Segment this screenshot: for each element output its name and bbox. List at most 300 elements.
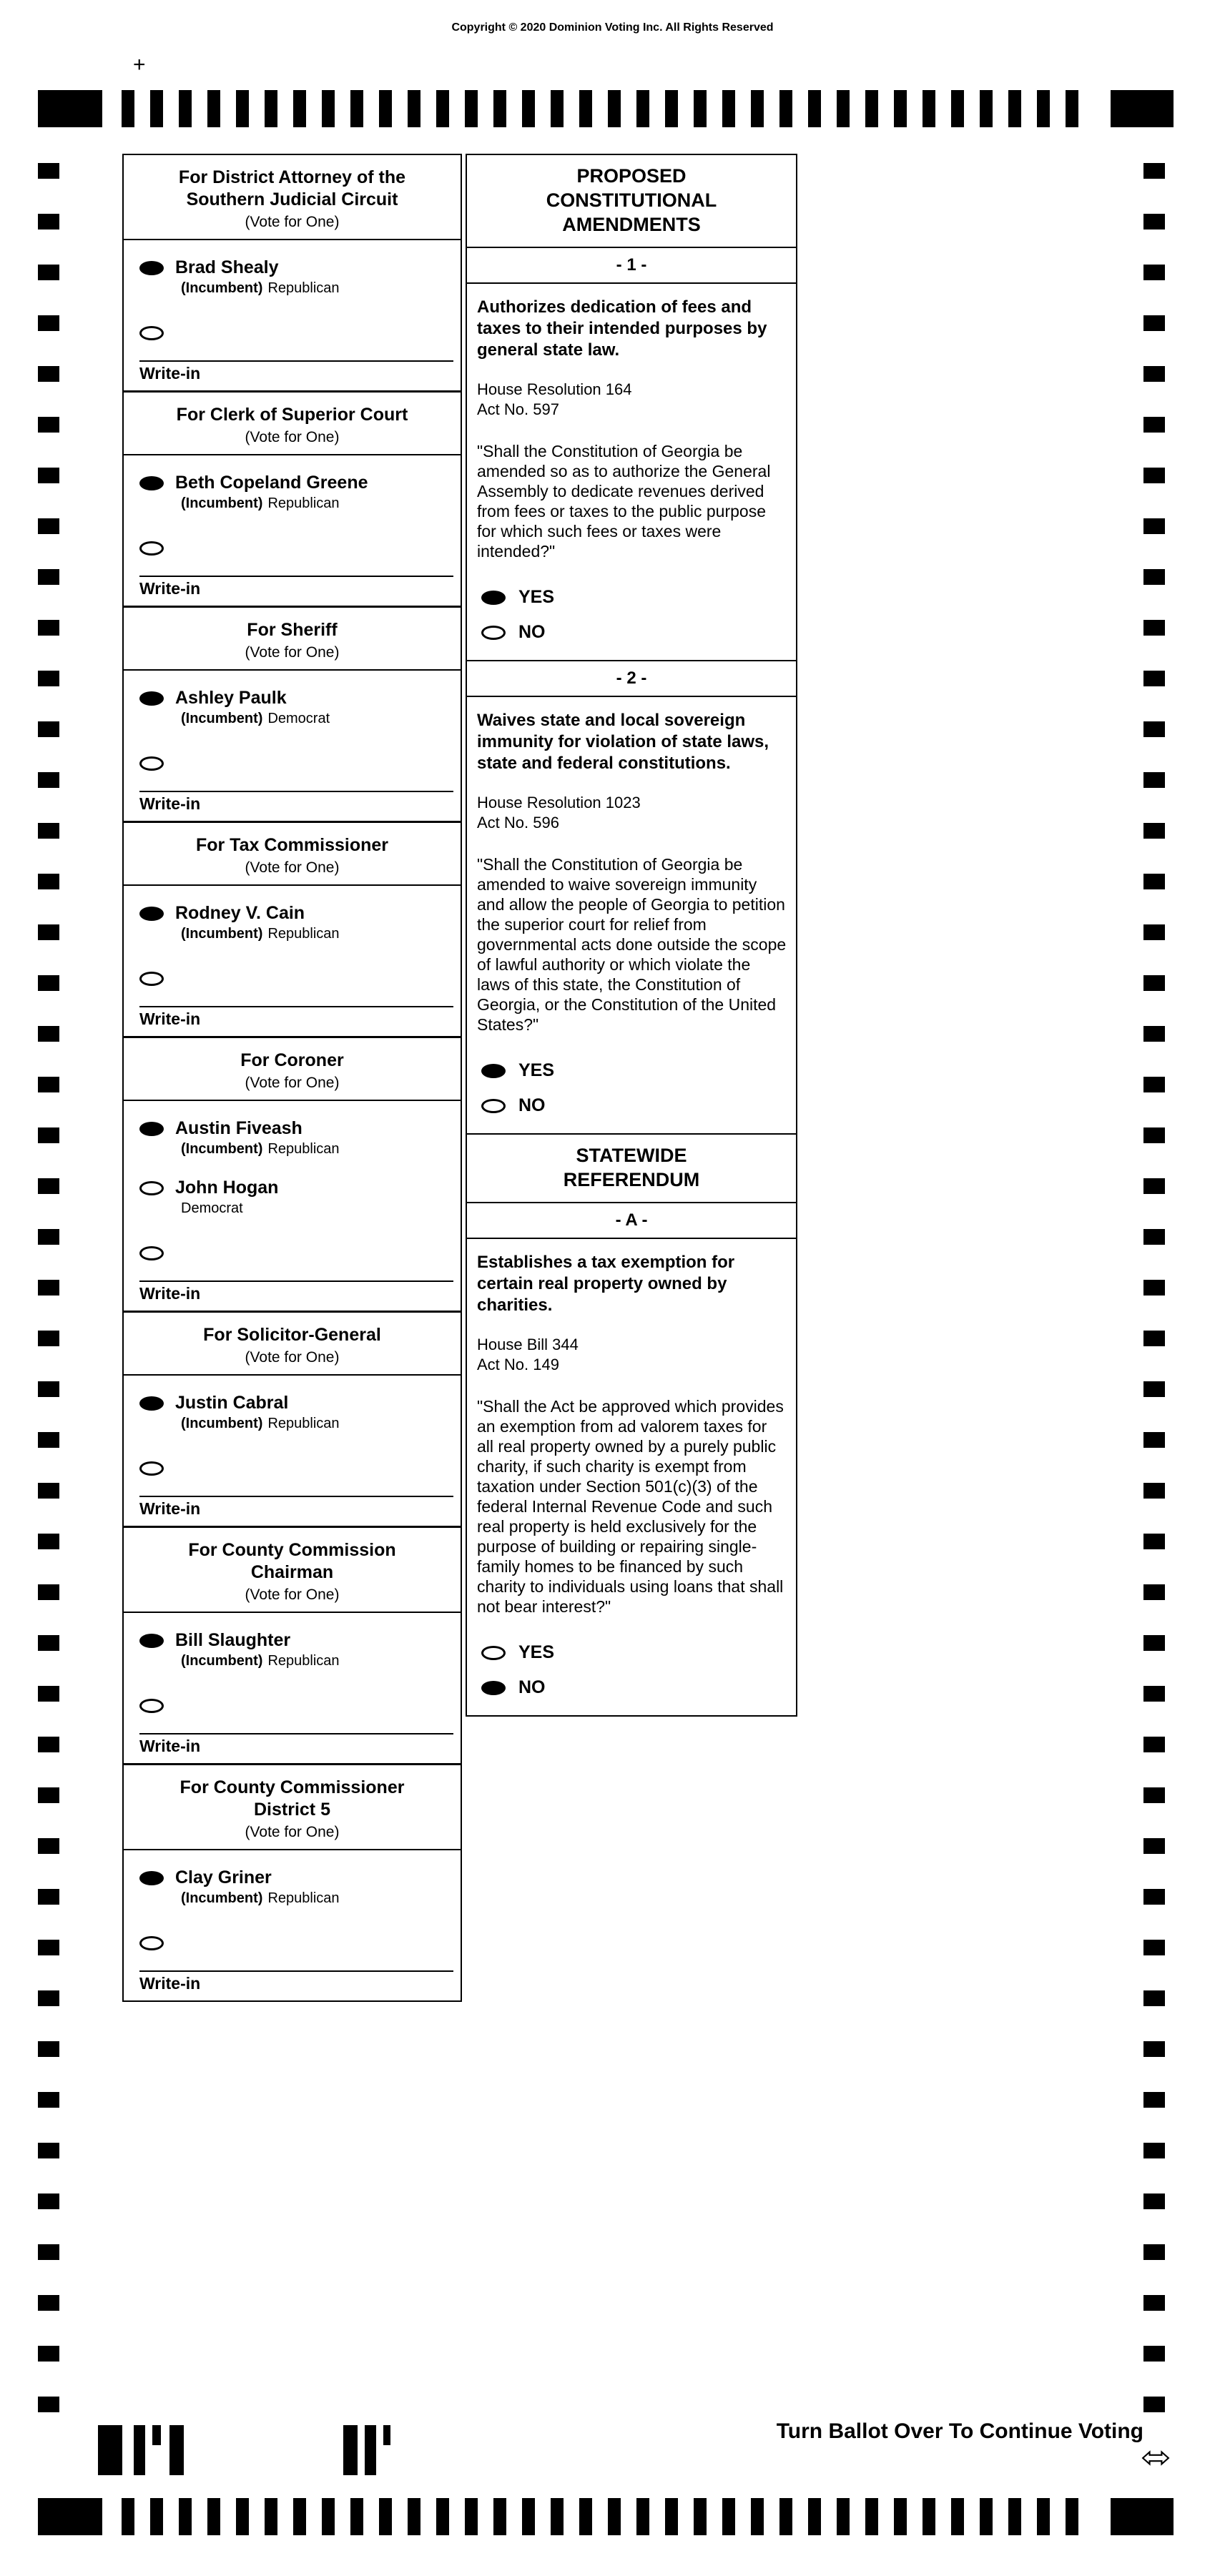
section-header-line: AMENDMENTS — [562, 214, 701, 235]
measure-reference-line: House Bill 344 — [477, 1336, 579, 1353]
timing-mark — [379, 2498, 392, 2535]
timing-mark — [236, 90, 249, 127]
option-label: YES — [518, 1642, 555, 1662]
timing-mark — [1143, 1737, 1165, 1752]
candidate-name: Ashley Paulk — [175, 688, 287, 708]
timing-mark — [636, 90, 649, 127]
write-in-section — [124, 1280, 461, 1303]
contest-title: District 5 — [254, 1800, 330, 1820]
timing-mark — [38, 1787, 59, 1803]
vote-for-instruction: (Vote for One) — [245, 1349, 340, 1366]
candidate-row — [124, 1850, 461, 1910]
vote-bubble-empty[interactable] — [139, 1246, 164, 1260]
contest-header — [124, 1313, 461, 1374]
timing-mark — [38, 265, 59, 280]
timing-mark — [38, 620, 59, 636]
vote-for-instruction: (Vote for One) — [245, 1824, 340, 1840]
party-label: Republican — [267, 495, 340, 511]
timing-mark — [1143, 1635, 1165, 1651]
timing-mark — [38, 2193, 59, 2209]
contest-header — [124, 1038, 461, 1100]
write-in-line — [139, 576, 453, 577]
copyright-text: Copyright © 2020 Dominion Voting Inc. All Rights Reserved — [451, 21, 774, 34]
contest — [124, 1526, 461, 1763]
candidate-party-line — [181, 1415, 340, 1432]
timing-mark — [122, 2498, 134, 2535]
candidate-info — [175, 688, 330, 727]
contest-header — [124, 1765, 461, 1849]
candidate-name: Beth Copeland Greene — [175, 473, 368, 493]
measure-reference-line: House Resolution 164 — [477, 380, 632, 398]
timing-mark — [236, 2498, 249, 2535]
timing-mark — [38, 823, 59, 839]
vote-bubble-filled[interactable] — [139, 1396, 164, 1411]
ballot-id-mark — [134, 2425, 145, 2475]
write-in-label: Write-in — [139, 1737, 201, 1755]
timing-mark — [923, 90, 935, 127]
contest-title: For District Attorney of the — [178, 167, 406, 187]
vote-bubble-empty[interactable] — [481, 1099, 506, 1113]
timing-mark — [38, 163, 59, 179]
vote-bubble-empty[interactable] — [481, 626, 506, 640]
timing-mark — [1143, 1838, 1165, 1854]
candidate-row — [124, 1613, 461, 1672]
timing-mark — [779, 90, 792, 127]
timing-mark — [38, 1280, 59, 1296]
measure-reference-line: House Resolution 1023 — [477, 794, 641, 811]
timing-mark — [350, 90, 363, 127]
timing-mark — [38, 772, 59, 788]
write-in-label: Write-in — [139, 1010, 201, 1028]
timing-mark — [1037, 90, 1050, 127]
candidate-party-line — [181, 710, 330, 727]
timing-mark — [1143, 1432, 1165, 1448]
timing-mark — [722, 2498, 735, 2535]
vote-bubble-empty[interactable] — [139, 756, 164, 771]
timing-mark — [493, 2498, 506, 2535]
write-in-section — [124, 791, 461, 814]
timing-mark — [408, 90, 420, 127]
timing-mark — [1143, 2244, 1165, 2260]
timing-mark — [38, 1483, 59, 1499]
vote-for-instruction: (Vote for One) — [245, 1586, 340, 1603]
timing-mark — [751, 2498, 764, 2535]
timing-mark — [1066, 2498, 1078, 2535]
candidate-info — [175, 1178, 278, 1217]
timing-mark — [1143, 721, 1165, 737]
candidate-row — [124, 455, 461, 515]
timing-mark — [865, 2498, 878, 2535]
write-in-section — [124, 1733, 461, 1756]
measure-option-row — [481, 1642, 787, 1663]
timing-mark — [1008, 2498, 1021, 2535]
write-in-row — [124, 300, 461, 343]
ballot-measure — [467, 661, 796, 1135]
timing-mark — [38, 417, 59, 433]
vote-bubble-empty[interactable] — [139, 1699, 164, 1713]
timing-mark — [38, 2295, 59, 2311]
contest-body — [124, 884, 461, 1036]
timing-mark — [608, 90, 621, 127]
measure-summary: Authorizes dedication of fees and taxes to their intended purposes by general state law. — [477, 297, 767, 360]
candidate-info — [175, 903, 340, 942]
timing-mark — [350, 2498, 363, 2535]
timing-mark — [38, 2244, 59, 2260]
timing-mark — [1143, 1686, 1165, 1702]
measure-references — [477, 380, 787, 420]
contest-title: For Tax Commissioner — [195, 835, 389, 855]
candidate-name: Clay Griner — [175, 1867, 272, 1887]
ballot-measure — [467, 248, 796, 661]
vote-bubble-filled[interactable] — [481, 591, 506, 605]
measure-references — [477, 793, 787, 833]
timing-mark — [1143, 2397, 1165, 2412]
timing-mark — [265, 2498, 277, 2535]
ballot-id-mark — [343, 2425, 358, 2475]
timing-mark — [265, 90, 277, 127]
timing-mark — [1143, 2092, 1165, 2108]
vote-bubble-filled[interactable] — [139, 1634, 164, 1648]
timing-mark — [38, 2346, 59, 2362]
write-in-section — [124, 1496, 461, 1519]
timing-mark — [38, 366, 59, 382]
timing-mark — [1143, 468, 1165, 483]
candidate-name: Bill Slaughter — [175, 1630, 291, 1650]
timing-mark — [894, 2498, 907, 2535]
candidate-info — [175, 1393, 340, 1432]
timing-mark — [38, 518, 59, 534]
timing-mark — [1066, 90, 1078, 127]
double-arrow-icon — [1141, 2448, 1170, 2468]
write-in-line — [139, 791, 453, 792]
write-in-line — [139, 1496, 453, 1497]
contest-body — [124, 1612, 461, 1763]
timing-mark — [1143, 163, 1165, 179]
measure-summary: Establishes a tax exemption for certain real property owned by charities. — [477, 1253, 735, 1315]
measure-summary: Waives state and local sovereign immunity for violation of state laws, state and federal constitutions. — [477, 711, 769, 773]
candidate-info — [175, 1630, 340, 1669]
measure-number: - 2 - — [467, 661, 796, 697]
timing-mark — [38, 874, 59, 889]
vote-bubble-filled[interactable] — [139, 476, 164, 490]
section-header-line: STATEWIDE — [576, 1145, 687, 1166]
timing-mark — [1143, 2193, 1165, 2209]
timing-mark — [1143, 214, 1165, 230]
section-header — [467, 1135, 796, 1203]
measure-question: "Shall the Act be approved which provides an exemption from ad valorem taxes for all real property owned by a purely public charity, if such charity is exempt from taxation under Section 501(c)(3) of the federal Internal Revenue Code and such real property is held exclusively for the purpose of building or repairing single-family homes to be financed by such charity to individuals using loans that shall not bear interest?" — [477, 1397, 784, 1616]
timing-mark — [1143, 518, 1165, 534]
timing-mark — [751, 90, 764, 127]
write-in-line — [139, 360, 453, 362]
candidate-row — [124, 1376, 461, 1435]
timing-mark — [1143, 265, 1165, 280]
vote-bubble-filled[interactable] — [139, 907, 164, 921]
incumbent-label: (Incumbent) — [181, 280, 263, 296]
write-in-section — [124, 576, 461, 598]
timing-mark — [408, 2498, 420, 2535]
timing-mark — [1143, 366, 1165, 382]
ballot-id-mark — [169, 2425, 184, 2475]
timing-mark — [865, 90, 878, 127]
measure-question: "Shall the Constitution of Georgia be amended so as to authorize the General Assembly to dedicate revenues derived from fees or taxes to the public purpose for which such fees or taxes were intended?" — [477, 442, 771, 561]
write-in-line — [139, 1733, 453, 1734]
contest-title: Chairman — [250, 1562, 334, 1582]
measure-reference-line: Act No. 597 — [477, 400, 559, 418]
timing-mark — [694, 90, 707, 127]
timing-mark — [608, 2498, 621, 2535]
ballot-id-mark — [98, 2425, 122, 2475]
write-in-row — [124, 515, 461, 558]
vote-for-instruction: (Vote for One) — [245, 644, 340, 661]
contest-header — [124, 823, 461, 884]
vote-bubble-empty[interactable] — [139, 326, 164, 340]
timing-mark — [522, 2498, 535, 2535]
party-label: Republican — [267, 1653, 340, 1669]
timing-mark — [1143, 1940, 1165, 1955]
write-in-label: Write-in — [139, 794, 201, 813]
timing-mark — [522, 90, 535, 127]
option-label: NO — [518, 1677, 546, 1697]
write-in-section — [124, 1006, 461, 1029]
timing-mark — [1143, 1026, 1165, 1042]
contest-header — [124, 608, 461, 669]
timing-mark — [1143, 671, 1165, 686]
vote-bubble-filled[interactable] — [139, 1871, 164, 1885]
timing-mark — [808, 2498, 821, 2535]
timing-mark — [1143, 1331, 1165, 1346]
timing-mark — [436, 90, 449, 127]
candidate-party-line — [181, 495, 368, 512]
timing-mark — [1143, 1990, 1165, 2006]
incumbent-label: (Incumbent) — [181, 711, 263, 726]
contest-body — [124, 454, 461, 606]
write-in-label: Write-in — [139, 1974, 201, 1993]
candidate-name: John Hogan — [175, 1178, 279, 1198]
timing-mark — [923, 2498, 935, 2535]
timing-mark — [38, 1432, 59, 1448]
timing-mark — [38, 721, 59, 737]
measure-body — [467, 697, 796, 1133]
timing-corner-block — [38, 2498, 102, 2535]
measure-option-row — [481, 587, 787, 608]
timing-mark — [38, 1534, 59, 1549]
timing-mark — [837, 90, 850, 127]
timing-mark — [465, 2498, 478, 2535]
vote-for-instruction: (Vote for One) — [245, 1075, 340, 1091]
vote-bubble-filled[interactable] — [481, 1064, 506, 1078]
timing-mark — [665, 90, 678, 127]
section-header — [467, 155, 796, 248]
vote-for-instruction: (Vote for One) — [245, 859, 340, 876]
timing-marks-left — [38, 163, 59, 2412]
timing-mark — [465, 90, 478, 127]
candidate-info — [175, 1118, 340, 1158]
contest-body — [124, 1100, 461, 1311]
write-in-row — [124, 1910, 461, 1953]
candidate-party-line — [181, 1200, 278, 1217]
timing-mark — [38, 315, 59, 331]
vote-for-instruction: (Vote for One) — [245, 214, 340, 230]
measure-question: "Shall the Constitution of Georgia be amended to waive sovereign immunity and allow the people of Georgia to petition the superior court for relief from governmental acts done outside the scope of lawful authority or which violate the laws of this state, the Constitution of Georgia, or the Constitution of the United States?" — [477, 855, 787, 1034]
vote-bubble-empty[interactable] — [139, 1936, 164, 1950]
timing-mark — [1143, 417, 1165, 433]
party-label: Republican — [267, 1890, 340, 1906]
timing-mark — [1143, 1584, 1165, 1600]
section-header-line: PROPOSED — [576, 165, 687, 187]
contest-title: For Coroner — [240, 1050, 344, 1070]
ballot-id-marks — [98, 2425, 405, 2475]
vote-bubble-empty[interactable] — [139, 1181, 164, 1195]
vote-bubble-filled[interactable] — [481, 1681, 506, 1695]
write-in-line — [139, 1280, 453, 1282]
timing-marks-bottom — [38, 2498, 1174, 2535]
timing-mark — [1143, 2143, 1165, 2158]
ballot-id-mark — [383, 2425, 390, 2445]
timing-mark — [493, 90, 506, 127]
timing-mark — [1143, 1381, 1165, 1397]
party-label: Republican — [267, 280, 340, 296]
timing-mark — [951, 2498, 964, 2535]
ballot-id-mark — [365, 2425, 376, 2475]
contest-title: For Sheriff — [247, 620, 338, 640]
timing-mark — [551, 2498, 564, 2535]
timing-mark — [150, 2498, 163, 2535]
measure-reference-line: Act No. 149 — [477, 1356, 559, 1373]
timing-mark — [38, 975, 59, 991]
timing-mark — [38, 1737, 59, 1752]
timing-mark — [38, 1584, 59, 1600]
contests-column — [122, 154, 462, 2002]
measures-column — [466, 154, 797, 1717]
measure-references — [477, 1335, 787, 1375]
write-in-line — [139, 1970, 453, 1972]
incumbent-label: (Incumbent) — [181, 1416, 263, 1431]
section-header-line: REFERENDUM — [563, 1169, 700, 1190]
candidate-party-line — [181, 1140, 340, 1158]
turn-ballot-over-text: Turn Ballot Over To Continue Voting — [776, 2419, 1143, 2443]
candidate-party-line — [181, 1890, 340, 1907]
vote-bubble-filled[interactable] — [139, 261, 164, 275]
timing-mark — [1143, 1534, 1165, 1549]
timing-mark — [38, 2397, 59, 2412]
timing-mark — [779, 2498, 792, 2535]
timing-mark — [436, 2498, 449, 2535]
write-in-row — [124, 1672, 461, 1716]
incumbent-label: (Incumbent) — [181, 926, 263, 942]
measure-number: - 1 - — [467, 248, 796, 284]
timing-mark — [1143, 1889, 1165, 1905]
timing-mark — [1143, 874, 1165, 889]
candidate-row — [124, 886, 461, 945]
timing-mark — [207, 2498, 220, 2535]
timing-mark — [38, 671, 59, 686]
timing-mark — [837, 2498, 850, 2535]
timing-mark — [179, 2498, 192, 2535]
registration-plus-mark: + — [133, 53, 146, 77]
candidate-row — [124, 1160, 461, 1220]
timing-marks-top — [38, 90, 1174, 127]
timing-mark — [1143, 569, 1165, 585]
vote-bubble-empty[interactable] — [139, 541, 164, 556]
timing-mark — [122, 90, 134, 127]
timing-mark — [1143, 823, 1165, 839]
vote-bubble-empty[interactable] — [481, 1646, 506, 1660]
timing-mark — [1008, 90, 1021, 127]
timing-mark — [1143, 1127, 1165, 1143]
timing-mark — [150, 90, 163, 127]
party-label: Republican — [267, 926, 340, 942]
measure-number: - A - — [467, 1203, 796, 1239]
ballot-id-mark — [152, 2425, 161, 2445]
timing-mark — [951, 90, 964, 127]
vote-bubble-filled[interactable] — [139, 691, 164, 706]
measure-body — [467, 284, 796, 660]
candidate-party-line — [181, 280, 340, 297]
timing-mark — [322, 90, 335, 127]
incumbent-label: (Incumbent) — [181, 1890, 263, 1906]
timing-mark — [38, 2092, 59, 2108]
contest-body — [124, 1849, 461, 2000]
measure-option-row — [481, 1095, 787, 1116]
candidate-name: Justin Cabral — [175, 1393, 289, 1413]
vote-bubble-empty[interactable] — [139, 972, 164, 986]
measure-reference-line: Act No. 596 — [477, 814, 559, 831]
candidate-name: Brad Shealy — [175, 257, 279, 277]
vote-bubble-filled[interactable] — [139, 1122, 164, 1136]
timing-mark — [38, 1838, 59, 1854]
timing-corner-block — [1111, 2498, 1174, 2535]
timing-mark — [694, 2498, 707, 2535]
timing-mark — [636, 2498, 649, 2535]
timing-mark — [38, 569, 59, 585]
candidate-name: Rodney V. Cain — [175, 903, 305, 923]
write-in-row — [124, 1435, 461, 1479]
timing-mark — [1143, 924, 1165, 940]
timing-mark — [38, 1077, 59, 1092]
timing-mark — [980, 2498, 993, 2535]
timing-mark — [1143, 1787, 1165, 1803]
timing-mark — [38, 1381, 59, 1397]
timing-mark — [894, 90, 907, 127]
timing-mark — [1143, 1077, 1165, 1092]
timing-mark — [579, 90, 592, 127]
timing-mark — [38, 214, 59, 230]
timing-mark — [1143, 315, 1165, 331]
timing-mark — [38, 1026, 59, 1042]
contest-body — [124, 239, 461, 390]
timing-mark — [179, 90, 192, 127]
timing-mark — [38, 1940, 59, 1955]
incumbent-label: (Incumbent) — [181, 1653, 263, 1669]
contest-body — [124, 669, 461, 821]
timing-mark — [38, 1635, 59, 1651]
candidate-name: Austin Fiveash — [175, 1118, 302, 1138]
contest-title: For Solicitor-General — [203, 1325, 381, 1345]
write-in-row — [124, 730, 461, 774]
write-in-row — [124, 945, 461, 989]
timing-mark — [38, 1331, 59, 1346]
contest-title: For Clerk of Superior Court — [176, 405, 408, 425]
candidate-party-line — [181, 925, 340, 942]
candidate-info — [175, 1867, 340, 1907]
option-label: NO — [518, 1095, 546, 1115]
timing-mark — [38, 1889, 59, 1905]
measure-body — [467, 1239, 796, 1715]
write-in-label: Write-in — [139, 364, 201, 383]
timing-mark — [1143, 772, 1165, 788]
vote-bubble-empty[interactable] — [139, 1461, 164, 1476]
write-in-label: Write-in — [139, 1284, 201, 1303]
